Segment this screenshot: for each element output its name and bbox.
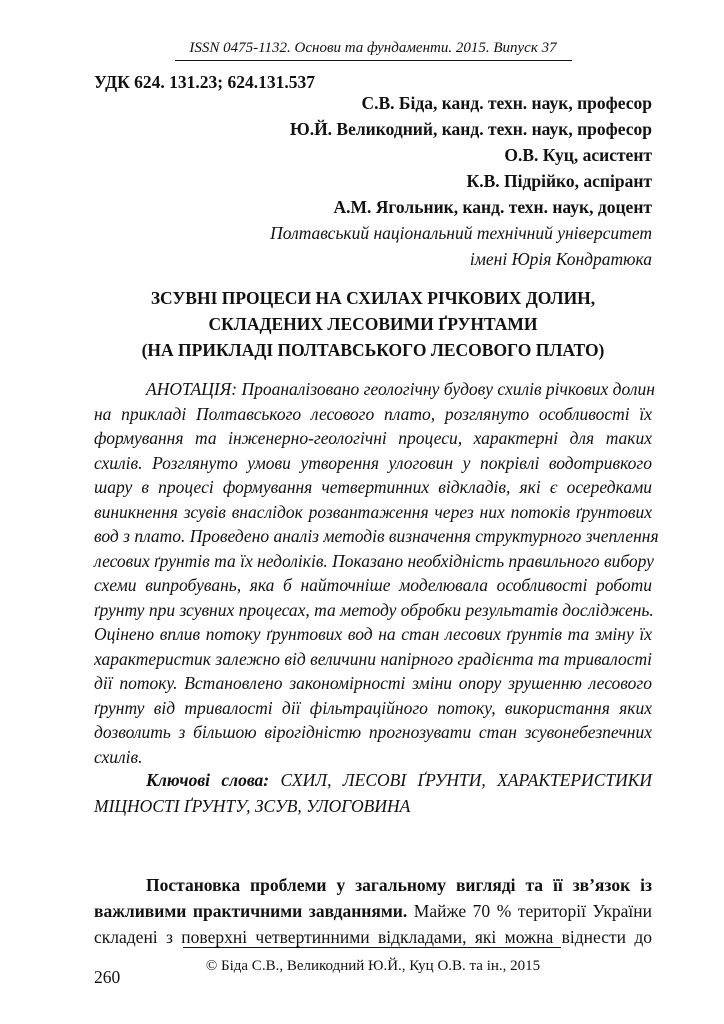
abstract-line: Оцінено вплив потоку ґрунтових вод на стан лесових ґрунтів та зміну їх [94, 624, 652, 644]
abstract-line: формування та інженерно-геологічні процеси, характерні для таких [94, 428, 652, 448]
abstract-line: шару в процесі формування четвертинних відкладів, які є осередками [94, 477, 652, 497]
abstract-line: дозволить з більшою вірогідністю прогнозувати стан зсувонебезпечних [94, 722, 652, 742]
author: О.В. Куц, асистент [504, 145, 652, 165]
abstract-line: вод з плато. Проведено аналіз методів визначення структурного зчеплення [94, 526, 659, 546]
abstract-line: характеристик залежно від величини напірного градієнта та тривалості [94, 648, 653, 669]
affiliation: Полтавський національний технічний університет [270, 223, 652, 243]
header-rule [175, 60, 572, 61]
body-line: складені з поверхні четвертинними відкладами, які можна віднести до [94, 927, 652, 947]
abstract-line: дії потоку. Встановлено закономірності зміни опору зрушенню лесового [94, 673, 652, 693]
keywords-line [146, 770, 652, 791]
section-heading: Постановка проблеми у загальному вигляді та її зв’язок із [146, 875, 652, 895]
author: К.В. Підрійко, аспірант [466, 171, 652, 191]
abstract-line: схеми випробувань, яка б найточніше моделювала особливості роботи [94, 575, 652, 595]
author: Ю.Й. Великодний, канд. техн. наук, професор [289, 119, 652, 139]
author: С.В. Біда, канд. техн. наук, професор [361, 93, 652, 113]
page-number: 260 [94, 967, 121, 987]
udk: УДК 624. 131.23; 624.131.537 [94, 72, 316, 92]
keywords-label: Ключові слова: [146, 770, 270, 790]
keywords-line: МІЦНОСТІ ҐРУНТУ, ЗСУВ, УЛОГОВИНА [94, 796, 411, 816]
body-line [94, 901, 652, 922]
abstract-line: схилів. [94, 746, 143, 767]
affiliation: імені Юрія Кондратюка [469, 249, 652, 269]
footnote-rule [183, 947, 561, 948]
section-heading: важливими практичними завданнями. [94, 901, 408, 921]
copyright-footnote: © Біда С.В., Великодний Ю.Й., Куц О.В. та ін., 2015 [205, 958, 541, 974]
running-header: ISSN 0475-1132. Основи та фундаменти. 2015. Випуск 37 [189, 40, 557, 56]
title-line: СКЛАДЕНИХ ЛЕСОВИМИ ҐРУНТАМИ [208, 314, 538, 334]
body-text: Майже 70 % території України [413, 901, 653, 921]
author: А.М. Ягольник, канд. техн. наук, доцент [333, 197, 652, 217]
abstract-line: виникнення зсувів внаслідок розвантаження через них потоків ґрунтових [94, 501, 652, 522]
abstract-line: на прикладі Полтавського лесового плато, розглянуто особливості їх [94, 403, 652, 424]
abstract-line: ґрунту при зсувних процесах, та методу обробки результатів досліджень. [94, 599, 654, 620]
abstract-line: АНОТАЦІЯ: Проаналізовано геологічну будову схилів річкових долин [146, 379, 655, 399]
keywords-text: СХИЛ, ЛЕСОВІ ҐРУНТИ, ХАРАКТЕРИСТИКИ [280, 770, 652, 790]
abstract-line: ґрунту від тривалості дії фільтраційного потоку, використання яких [94, 697, 652, 718]
abstract-line: схилів. Розглянуто умови утворення улоговин у покрівлі водотривкого [94, 452, 652, 473]
title-line: ЗСУВНІ ПРОЦЕСИ НА СХИЛАХ РІЧКОВИХ ДОЛИН, [150, 288, 596, 308]
title-line: (НА ПРИКЛАДІ ПОЛТАВСЬКОГО ЛЕСОВОГО ПЛАТО) [141, 340, 605, 360]
abstract-line: лесових ґрунтів та їх недоліків. Показано необхідність правильного вибору [94, 550, 654, 571]
